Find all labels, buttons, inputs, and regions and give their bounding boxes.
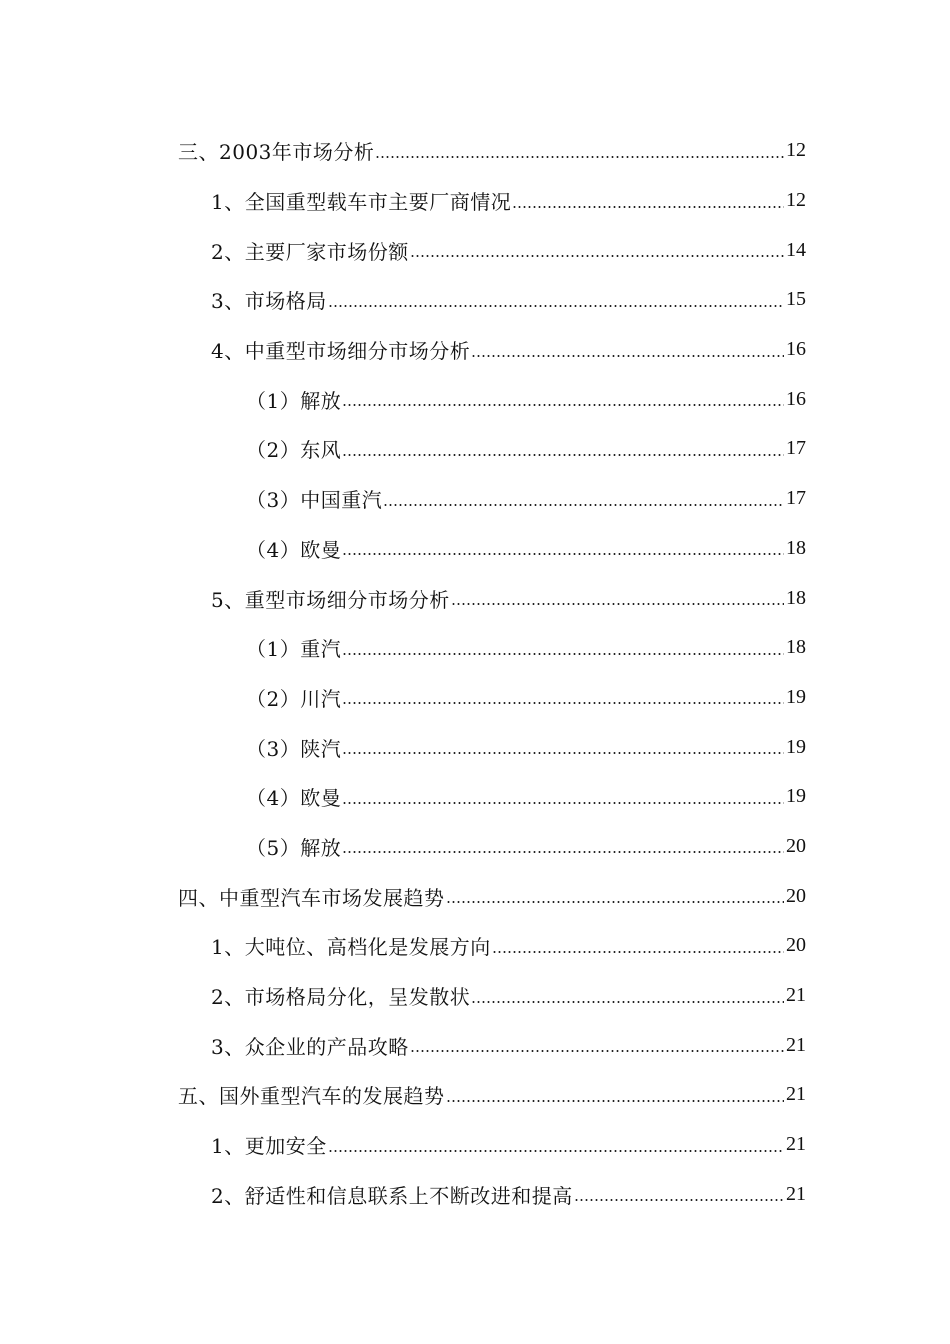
toc-entry[interactable] bbox=[0, 921, 950, 971]
toc-dot-leader bbox=[328, 290, 784, 310]
toc-entry-title: 三、2003年市场分析 bbox=[178, 140, 375, 165]
toc-entry-title: 3、市场格局 bbox=[211, 289, 327, 314]
toc-dot-leader bbox=[471, 986, 784, 1006]
toc-dot-leader bbox=[342, 687, 784, 707]
toc-entry[interactable] bbox=[0, 772, 950, 822]
toc-dot-leader bbox=[410, 240, 784, 260]
toc-entry-title: 2、主要厂家市场份额 bbox=[211, 239, 409, 264]
toc-entry-title: 2、舒适性和信息联系上不断改进和提高 bbox=[211, 1183, 573, 1208]
toc-dot-leader bbox=[512, 191, 784, 211]
toc-dot-leader bbox=[451, 588, 784, 608]
toc-entry[interactable] bbox=[0, 275, 950, 325]
toc-dot-leader bbox=[342, 439, 784, 459]
toc-page-number: 21 bbox=[786, 984, 806, 1007]
toc-dot-leader bbox=[342, 737, 784, 757]
toc-entry[interactable] bbox=[0, 971, 950, 1021]
toc-dot-leader bbox=[471, 340, 784, 360]
toc-entry-title: 1、更加安全 bbox=[211, 1134, 327, 1159]
toc-page-number: 19 bbox=[786, 735, 806, 758]
toc-page-number: 18 bbox=[786, 536, 806, 559]
toc-entry-title: 4、中重型市场细分市场分析 bbox=[211, 339, 471, 364]
toc-entry[interactable] bbox=[0, 325, 950, 375]
toc-page-number: 21 bbox=[786, 1182, 806, 1205]
toc-entry[interactable] bbox=[0, 374, 950, 424]
toc-entry-title: （4）欧曼 bbox=[246, 786, 342, 811]
toc-entry-title: 五、国外重型汽车的发展趋势 bbox=[178, 1084, 445, 1109]
toc-entry-title: 5、重型市场细分市场分析 bbox=[211, 587, 450, 612]
toc-entry-title: 1、大吨位、高档化是发展方向 bbox=[211, 935, 491, 960]
toc-entry-title: （3）陕汽 bbox=[246, 736, 342, 761]
toc-page-number: 20 bbox=[786, 834, 806, 857]
toc-entry-title: （5）解放 bbox=[246, 835, 342, 860]
toc-entry[interactable] bbox=[0, 1120, 950, 1170]
toc-entry[interactable] bbox=[0, 1020, 950, 1070]
toc-entry[interactable] bbox=[0, 722, 950, 772]
toc-dot-leader bbox=[446, 1085, 785, 1105]
toc-dot-leader bbox=[342, 836, 784, 856]
toc-dot-leader bbox=[492, 936, 784, 956]
toc-entry[interactable] bbox=[0, 573, 950, 623]
toc-page-number: 20 bbox=[786, 934, 806, 957]
toc-dot-leader bbox=[342, 538, 784, 558]
toc-entry-title: 3、众企业的产品攻略 bbox=[211, 1034, 409, 1059]
toc-page-number: 21 bbox=[786, 1133, 806, 1156]
toc-entry[interactable] bbox=[0, 524, 950, 574]
toc-entry-title: （3）中国重汽 bbox=[246, 488, 383, 513]
toc-entry[interactable] bbox=[0, 225, 950, 275]
toc-page-number: 18 bbox=[786, 586, 806, 609]
toc-dot-leader bbox=[410, 1035, 784, 1055]
toc-page-number: 18 bbox=[786, 636, 806, 659]
toc-entry-title: 四、中重型汽车市场发展趋势 bbox=[178, 885, 445, 910]
toc-entry[interactable] bbox=[0, 424, 950, 474]
toc-dot-leader bbox=[342, 787, 784, 807]
toc-entry[interactable] bbox=[0, 1070, 950, 1120]
toc-page-number: 12 bbox=[786, 189, 806, 212]
toc-page-number: 15 bbox=[786, 288, 806, 311]
toc-page-number: 16 bbox=[786, 338, 806, 361]
toc-entry-title: 2、市场格局分化，呈发散状 bbox=[211, 985, 471, 1010]
toc-entry[interactable] bbox=[0, 871, 950, 921]
toc-dot-leader bbox=[574, 1184, 784, 1204]
toc-entry[interactable] bbox=[0, 673, 950, 723]
toc-page-number: 12 bbox=[786, 139, 806, 162]
table-of-contents bbox=[0, 126, 950, 1219]
toc-page-number: 14 bbox=[786, 238, 806, 261]
toc-page-number: 21 bbox=[786, 1083, 806, 1106]
toc-entry-title: 1、全国重型载车市主要厂商情况 bbox=[211, 190, 512, 215]
toc-page-number: 17 bbox=[786, 487, 806, 510]
toc-dot-leader bbox=[383, 489, 784, 509]
toc-page-number: 21 bbox=[786, 1033, 806, 1056]
toc-entry-title: （1）解放 bbox=[246, 388, 342, 413]
toc-dot-leader bbox=[342, 638, 784, 658]
toc-page-number: 19 bbox=[786, 685, 806, 708]
toc-page-number: 20 bbox=[786, 884, 806, 907]
toc-page-number: 16 bbox=[786, 387, 806, 410]
toc-entry[interactable] bbox=[0, 126, 950, 176]
toc-dot-leader bbox=[375, 141, 784, 161]
toc-entry-title: （2）川汽 bbox=[246, 686, 342, 711]
toc-page-number: 19 bbox=[786, 785, 806, 808]
toc-entry[interactable] bbox=[0, 822, 950, 872]
toc-page-number: 17 bbox=[786, 437, 806, 460]
toc-entry-title: （2）东风 bbox=[246, 438, 342, 463]
toc-dot-leader bbox=[446, 886, 785, 906]
toc-entry[interactable] bbox=[0, 474, 950, 524]
toc-entry[interactable] bbox=[0, 623, 950, 673]
toc-dot-leader bbox=[342, 389, 784, 409]
toc-entry[interactable] bbox=[0, 176, 950, 226]
toc-entry-title: （4）欧曼 bbox=[246, 537, 342, 562]
toc-entry-title: （1）重汽 bbox=[246, 637, 342, 662]
toc-dot-leader bbox=[328, 1135, 784, 1155]
toc-entry[interactable] bbox=[0, 1169, 950, 1219]
